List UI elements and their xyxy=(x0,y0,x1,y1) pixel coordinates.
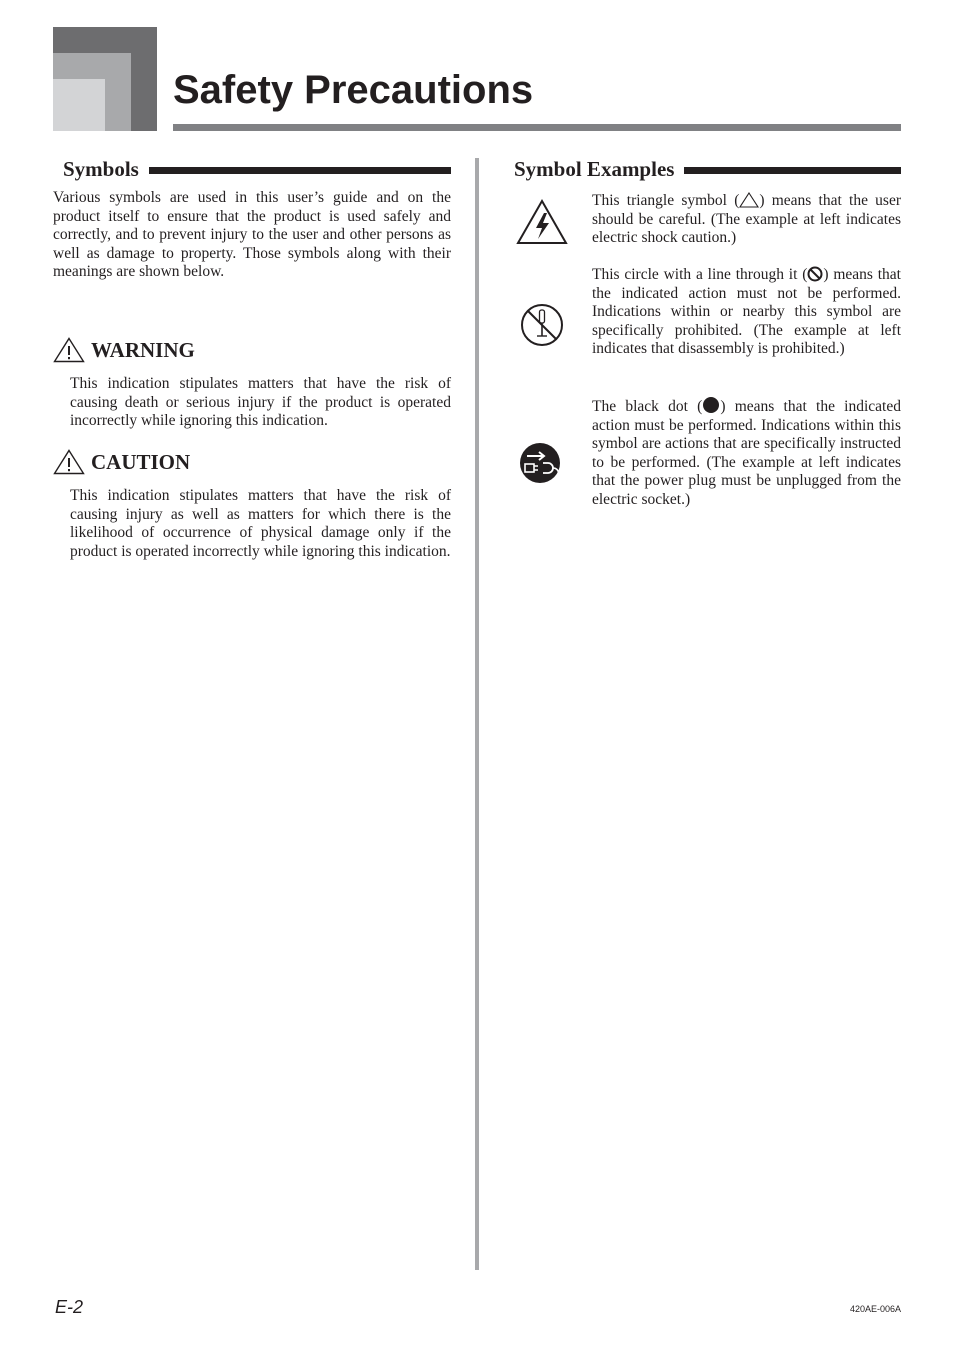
disassembly-prohibited-icon xyxy=(519,302,565,348)
prohibition-circle-icon xyxy=(807,266,823,282)
symbols-heading xyxy=(63,156,451,182)
corner-block-light xyxy=(53,79,105,131)
caution-label: CAUTION xyxy=(91,450,191,474)
document-code: 420AE-006A xyxy=(849,1304,901,1314)
caution-description: This indication stipulates matters that have the risk of causing injury as well as matters for which there is the likelihood of occurrence of physical damage only if the product is operated incorrectly while ignoring this indication. xyxy=(70,487,451,560)
caution-heading xyxy=(53,449,190,475)
symbol-examples-heading xyxy=(514,156,901,182)
page-number: E-2 xyxy=(55,1297,84,1317)
warning-triangle-icon xyxy=(53,337,85,363)
symbols-heading-label: Symbols xyxy=(63,157,139,181)
heading-bar xyxy=(149,167,451,174)
heading-bar xyxy=(684,167,901,174)
symbols-intro-text: Various symbols are used in this user’s guide and on the product itself to ensure that the product is used safely and correctly, and to prevent injury to the user and other persons as well as damage to property. Those symbols along with their meanings are shown below. xyxy=(53,189,451,281)
caution-triangle-icon xyxy=(53,449,85,475)
unplug-power-plug-icon xyxy=(519,441,561,485)
triangle-outline-icon xyxy=(739,192,759,208)
warning-heading xyxy=(53,337,195,363)
title-rule xyxy=(173,124,901,131)
black-dot-icon xyxy=(702,396,720,414)
symbol-examples-heading-label: Symbol Examples xyxy=(514,157,675,181)
page-title: Safety Precautions xyxy=(173,68,534,112)
mandatory-symbol-description: The black dot ( ) means that the indicated action must be performed. Indications within this symbol are actions that are specifically instructed to be performed. (The example at left indicates that the power plug must be unplugged from the electric socket.) xyxy=(592,398,901,508)
electric-shock-caution-icon xyxy=(515,198,569,246)
warning-label: WARNING xyxy=(91,338,195,362)
column-divider xyxy=(475,158,479,1270)
triangle-symbol-description: This triangle symbol ( ) means that the user should be careful. (The example at left indicates electric shock caution.) xyxy=(592,192,901,247)
prohibition-symbol-description: This circle with a line through it ( ) means that the indicated action must not be performed. Indications within or nearby this symbol are specifically prohibited. (The example at left indicates that disassembly is prohibited.) xyxy=(592,266,901,358)
warning-description: This indication stipulates matters that have the risk of causing death or serious injury if the product is operated incorrectly while ignoring this indication. xyxy=(70,375,451,430)
